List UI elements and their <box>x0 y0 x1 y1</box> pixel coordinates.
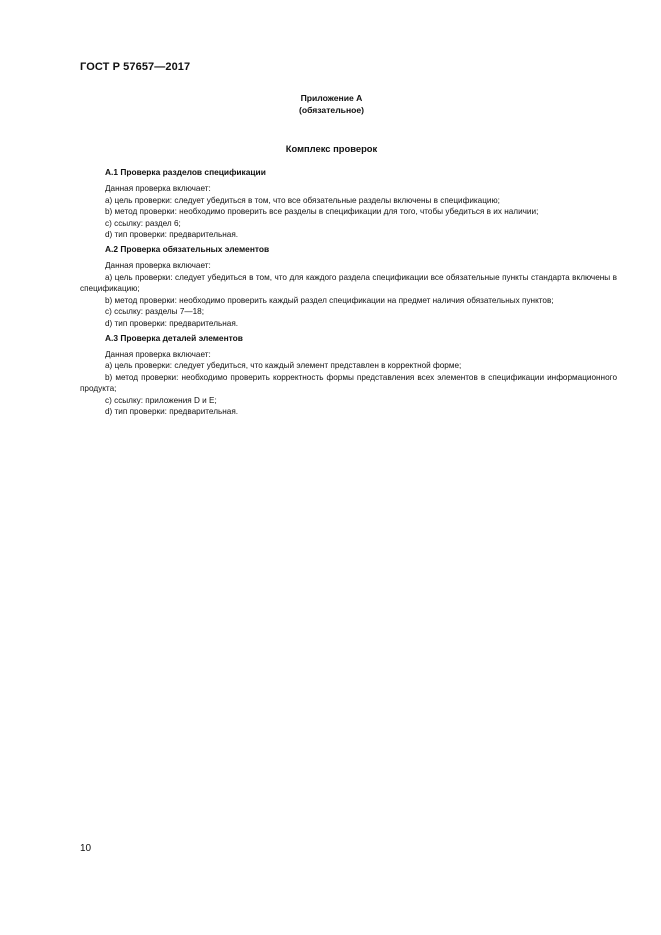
paragraph-item-d: d) тип проверки: предварительная. <box>105 230 239 239</box>
section-title: Комплекс проверок <box>285 143 378 154</box>
subsection-heading: А.1 Проверка разделов спецификации <box>105 167 266 177</box>
paragraph-intro: Данная проверка включает: <box>105 184 211 193</box>
document-code: ГОСТ Р 57657—2017 <box>80 61 191 73</box>
paragraph-item-c: c) ссылку: приложения D и E; <box>105 395 217 405</box>
subsection-a3 <box>80 333 617 418</box>
paragraph-item-d: d) тип проверки: предварительная. <box>105 318 239 328</box>
paragraph-item-a: a) цель проверки: следует убедиться в том, что все обязательные разделы включены в спецификацию; <box>105 195 500 205</box>
paragraph-item-c: c) ссылку: раздел 6; <box>105 218 181 228</box>
paragraph-item-b: b) метод проверки: необходимо проверить корректность формы представления всех элементов в спецификации информационного продукта; <box>80 372 617 393</box>
subsection-heading: А.2 Проверка обязательных элементов <box>105 244 270 254</box>
paragraph-item-c: c) ссылку: разделы 7—18; <box>105 307 204 316</box>
paragraph-item-d: d) тип проверки: предварительная. <box>105 407 239 416</box>
appendix-title: Приложение А <box>300 93 363 103</box>
subsection-a2 <box>80 244 617 329</box>
paragraph-item-b: b) метод проверки: необходимо проверить каждый раздел спецификации на предмет наличия обязательных пунктов; <box>105 295 554 305</box>
paragraph-item-a: a) цель проверки: следует убедиться в том, что для каждого раздела спецификации все обязательные пункты стандарта включены в спецификацию; <box>80 272 617 293</box>
paragraph-intro: Данная проверка включает: <box>105 261 211 270</box>
paragraph-intro: Данная проверка включает: <box>105 349 211 359</box>
page-number: 10 <box>80 843 92 854</box>
paragraph-item-a: a) цель проверки: следует убедиться, что каждый элемент представлен в корректной форме; <box>105 361 462 370</box>
document-body <box>80 167 617 421</box>
appendix-status: (обязательное) <box>298 105 365 115</box>
paragraph-item-b: b) метод проверки: необходимо проверить все разделы в спецификации для того, чтобы убедиться в их наличии; <box>105 207 539 216</box>
subsection-a1 <box>80 167 617 241</box>
subsection-heading: А.3 Проверка деталей элементов <box>105 332 243 343</box>
